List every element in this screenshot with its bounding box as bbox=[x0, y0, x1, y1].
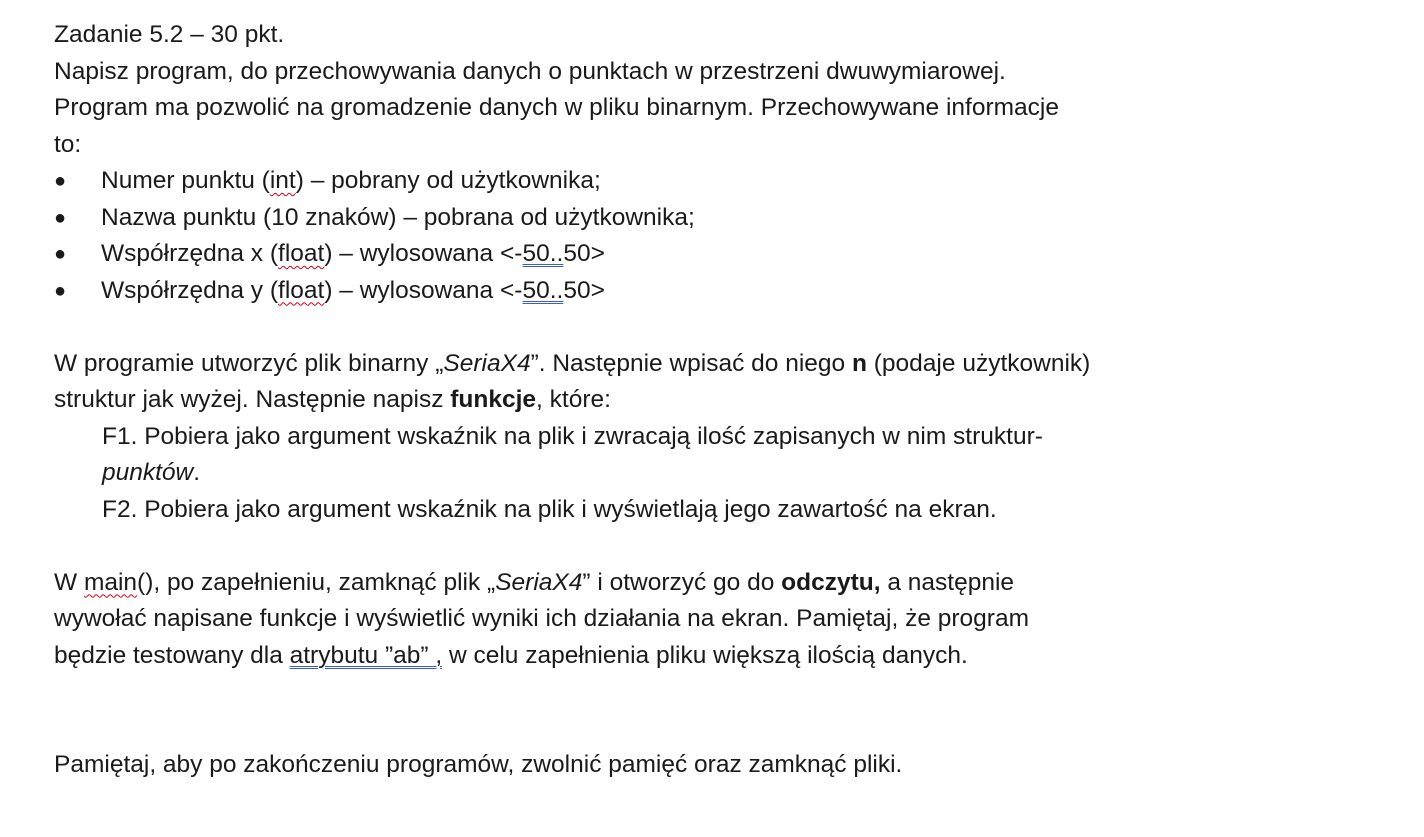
f1-line-2: punktów. bbox=[102, 459, 201, 486]
spelling-flag: main bbox=[83, 568, 138, 596]
fields-list bbox=[54, 163, 1404, 309]
intro-line-3: to: bbox=[54, 130, 82, 158]
f2-line: F2. Pobiera jako argument wskaźnik na plik i wyświetlają jego zawartość na ekran. bbox=[102, 495, 997, 523]
task-title: Zadanie 5.2 – 30 pkt. bbox=[54, 21, 285, 48]
intro-line-2: Program ma pozwolić na gromadzenie danych w pliku binarnym. Przechowywane informacje bbox=[54, 94, 1059, 121]
paragraph-3-line-2: wywołać napisane funkcje i wyświetlić wyniki ich działania na ekran. Pamiętaj, że program bbox=[54, 605, 1029, 632]
bullet-icon: ● bbox=[54, 243, 67, 265]
f1-line-1: F1. Pobiera jako argument wskaźnik na plik i zwracają ilość zapisanych w nim struktur- bbox=[102, 422, 1043, 450]
paragraph-2-line-1: W programie utworzyć plik binarny „SeriaX4”. Następnie wpisać do niego n (podaje użytkownik) bbox=[54, 349, 1091, 377]
blank-line bbox=[54, 309, 1404, 346]
spelling-flag: float bbox=[278, 276, 325, 304]
bullet-icon: ● bbox=[54, 170, 67, 192]
grammar-flag: atrybutu ”ab” , bbox=[289, 641, 443, 669]
spelling-flag: int bbox=[269, 167, 296, 194]
document-body bbox=[54, 17, 1404, 784]
paragraph-2-line-2: struktur jak wyżej. Następnie napisz funkcje, które: bbox=[54, 386, 611, 413]
grammar-flag: 50.. bbox=[522, 240, 564, 267]
list-item: ● Współrzędna y (float) – wylosowana <-50..50> bbox=[54, 273, 1404, 310]
intro-line-1: Napisz program, do przechowywania danych o punktach w przestrzeni dwuwymiarowej. bbox=[54, 57, 1006, 85]
bullet-icon: ● bbox=[54, 279, 67, 302]
paragraph-3-line-1: W main(), po zapełnieniu, zamknąć plik „SeriaX4” i otworzyć go do odczytu, a następnie bbox=[54, 568, 1015, 596]
blank-line bbox=[54, 528, 1404, 565]
list-item: ● Nazwa punktu (10 znaków) – pobrana od użytkownika; bbox=[54, 200, 1404, 237]
list-item: ● Współrzędna x (float) – wylosowana <-50..50> bbox=[54, 236, 1404, 273]
spelling-flag: float bbox=[278, 240, 325, 267]
blank-lines bbox=[54, 674, 1404, 747]
list-item: ● Numer punktu (int) – pobrany od użytkownika; bbox=[54, 163, 1404, 200]
paragraph-3-line-3: będzie testowany dla atrybutu ”ab” , w celu zapełnienia pliku większą ilością danych. bbox=[54, 641, 968, 669]
grammar-flag: 50.. bbox=[522, 276, 564, 304]
bullet-icon: ● bbox=[54, 206, 67, 229]
closing-note: Pamiętaj, aby po zakończeniu programów, zwolnić pamięć oraz zamknąć pliki. bbox=[54, 751, 903, 778]
